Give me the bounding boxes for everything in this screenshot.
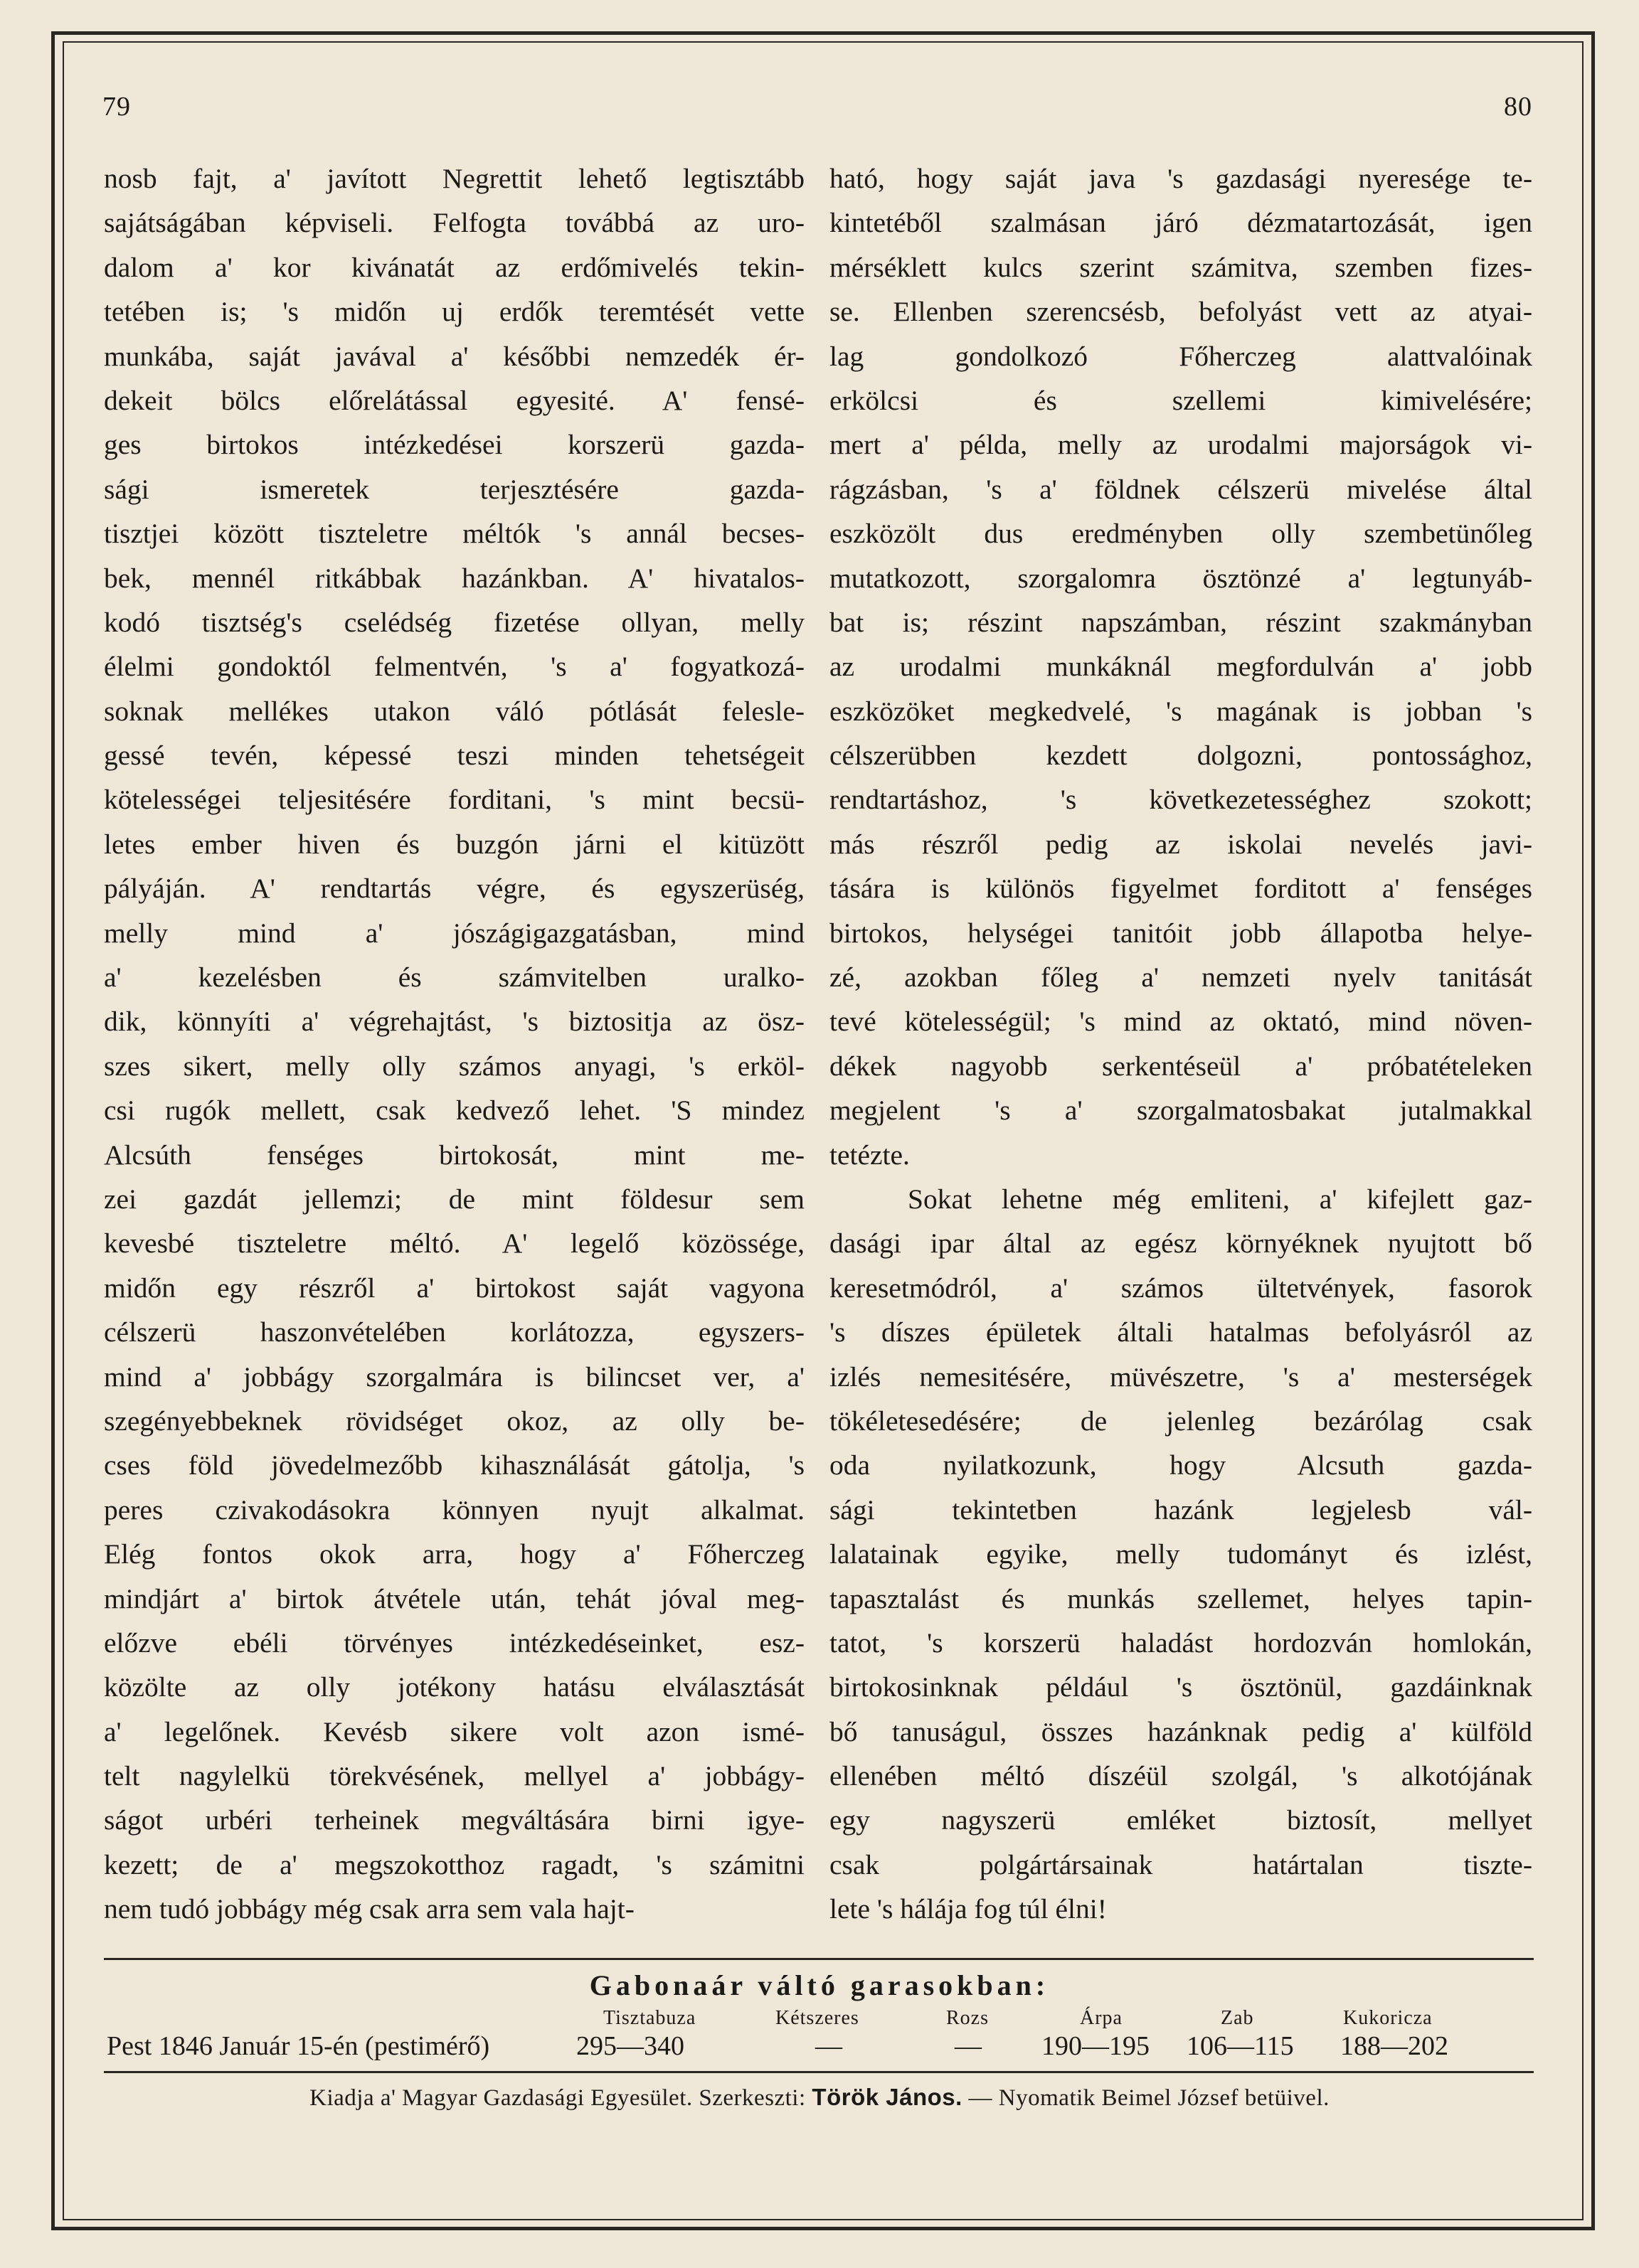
text-line: szes sikert, melly olly számos anyagi, 's erköl- — [104, 1050, 805, 1082]
text-line: birtokos, helységei tanitóit jobb állapotba helye- — [829, 917, 1532, 949]
text-line: zei gazdát jellemzi; de mint földesur sem — [104, 1183, 805, 1215]
text-line: ható, hogy saját java 's gazdasági nyeresége te- — [829, 163, 1532, 194]
text-line: birtokosinknak például 's ösztönül, gazdáinknak — [829, 1671, 1532, 1703]
text-line: más részről pedig az iskolai nevelés javi- — [829, 828, 1532, 860]
text-line: se. Ellenben szerencsésb, befolyást vett az atyai- — [829, 296, 1532, 328]
text-line: dasági ipar által az egész környéknek nyujtott bő — [829, 1228, 1532, 1260]
text-column-left — [104, 156, 805, 1932]
text-line: melly mind a' jószágigazgatásban, mind — [104, 917, 805, 949]
price-row-label: Pest 1846 Január 15-én (pestimérő) — [107, 2031, 490, 2061]
text-line: erkölcsi és szellemi kimivelésére; — [829, 384, 1532, 416]
text-line: 's díszes épületek általi hatalmas befolyásról az — [829, 1316, 1532, 1348]
text-line: élelmi gondoktól felmentvén, 's a' fogyatkozá- — [104, 651, 805, 683]
text-line: munkába, saját javával a' későbbi nemzedék ér- — [104, 340, 805, 372]
text-line: tisztjei között tiszteletre méltók 's annál becses- — [104, 518, 805, 550]
imprint-printer: — Nyomatik Beimel József betüivel. — [968, 2085, 1330, 2111]
text-line: izlés nemesitésére, müvészetre, 's a' mesterségek — [829, 1361, 1532, 1393]
text-line: kezett; de a' megszokotthoz ragadt, 's számitni — [104, 1848, 805, 1880]
text-line: keresetmódról, a' számos ültetvények, fasorok — [829, 1272, 1532, 1304]
text-line: sági tekintetben hazánk legjelesb vál- — [829, 1494, 1532, 1526]
text-line: rágzásban, 's a' földnek célszerü mivelése által — [829, 473, 1532, 505]
text-line: tására is különös figyelmet forditott a' fenséges — [829, 873, 1532, 905]
text-line: kodó tisztség's cselédség fizetése ollyan, melly — [104, 606, 805, 638]
text-line: mérséklett kulcs szerint számitva, szemben fizes- — [829, 251, 1532, 283]
text-line: a' kezelésben és számvitelben uralko- — [104, 962, 805, 994]
text-line: ságot urbéri terheinek megváltására birni igye- — [104, 1804, 805, 1836]
text-line: tatot, 's korszerü haladást hordozván homlokán, — [829, 1627, 1532, 1659]
price-value: 190—195 — [1041, 2031, 1150, 2061]
text-line: pályáján. A' rendtartás végre, és egyszerüség, — [104, 873, 805, 905]
text-line: dalom a' kor kivánatát az erdőmivelés tekin- — [104, 251, 805, 283]
text-line: bek, mennél ritkábbak hazánkban. A' hivatalos- — [104, 562, 805, 594]
text-line: dékek nagyobb serkentéseül a' próbatételeken — [829, 1050, 1532, 1082]
price-value: — — [955, 2031, 982, 2061]
text-line: mindjárt a' birtok átvétele után, tehát jóval meg- — [104, 1582, 805, 1614]
divider-top — [104, 1958, 1534, 1960]
text-line: Elég fontos okok arra, hogy a' Főherczeg — [104, 1538, 805, 1570]
text-line: Alcsúth fenséges birtokosát, mint me- — [104, 1139, 805, 1171]
text-line: nosb fajt, a' javított Negrettit lehető legtisztább — [104, 163, 805, 194]
text-line: lete 's hálája fog túl élni! — [829, 1893, 1107, 1925]
text-line: előzve ebéli törvényes intézkedéseinket, esz- — [104, 1627, 805, 1659]
text-line: csi rugók mellett, csak kedvező lehet. 'S mindez — [104, 1095, 805, 1127]
price-value: 295—340 — [576, 2031, 684, 2061]
price-value: 106—115 — [1187, 2031, 1294, 2061]
price-header: Árpa — [1080, 2007, 1123, 2029]
text-line: kevesbé tiszteletre méltó. A' legelő közössége, — [104, 1228, 805, 1260]
text-line: gessé tevén, képessé teszi minden tehetségeit — [104, 740, 805, 772]
text-line: célszerübben kezdett dolgozni, pontossághoz, — [829, 740, 1532, 772]
text-line: sági ismeretek terjesztésére gazda- — [104, 473, 805, 505]
text-line: sajátságában képviseli. Felfogta továbbá az uro- — [104, 207, 805, 239]
text-line: mert a' példa, melly az urodalmi majorságok vi- — [829, 429, 1532, 461]
text-line: dekeit bölcs előrelátással egyesité. A' fensé- — [104, 384, 805, 416]
text-line: közölte az olly jotékony hatásu elválasztását — [104, 1671, 805, 1703]
text-line: midőn egy részről a' birtokost saját vagyona — [104, 1272, 805, 1304]
text-line: bő tanuságul, összes hazánknak pedig a' külföld — [829, 1715, 1532, 1747]
text-line: eszközölt dus eredményben olly szembetünőleg — [829, 518, 1532, 550]
text-line: eszközöket megkedvelé, 's magának is jobban 's — [829, 695, 1532, 727]
page-number-left: 79 — [102, 92, 131, 122]
imprint-editor: Török János. — [812, 2084, 962, 2110]
text-line: szegényebbeknek rövidséget okoz, az olly be- — [104, 1405, 805, 1437]
text-line: tetézte. — [829, 1139, 910, 1171]
imprint-publisher: Kiadja a' Magyar Gazdasági Egyesület. Szerkeszti: — [309, 2085, 806, 2111]
text-line: nem tudó jobbágy még csak arra sem vala hajt- — [104, 1893, 635, 1925]
text-line: oda nyilatkozunk, hogy Alcsuth gazda- — [829, 1449, 1532, 1481]
text-line: csak polgártársainak határtalan tiszte- — [829, 1848, 1532, 1880]
text-line: soknak mellékes utakon váló pótlását felesle- — [104, 695, 805, 727]
imprint-line — [0, 2084, 1639, 2112]
price-value: — — [815, 2031, 842, 2061]
text-line: letes ember hiven és buzgón járni el kitüzött — [104, 828, 805, 860]
text-line: tetében is; 's midőn uj erdők teremtését vette — [104, 296, 805, 328]
text-line: kintetéből szalmásan járó dézmatartozását, igen — [829, 207, 1532, 239]
text-line: tökéletesedésére; de jelenleg bezárólag csak — [829, 1405, 1532, 1437]
divider-bottom — [104, 2071, 1534, 2073]
page-number-right: 80 — [1504, 92, 1532, 122]
price-header: Kétszeres — [775, 2007, 859, 2029]
text-line: dik, könnyíti a' végrehajtást, 's biztositja az ösz- — [104, 1006, 805, 1038]
text-line: tevé kötelességül; 's mind az oktató, mind növen- — [829, 1006, 1532, 1038]
text-line: kötelességei teljesitésére forditani, 's mint becsü- — [104, 784, 805, 816]
text-line: ellenében méltó díszéül szolgál, 's alkotójának — [829, 1760, 1532, 1792]
text-line: zé, azokban főleg a' nemzeti nyelv tanitását — [829, 962, 1532, 994]
price-header: Tisztabuza — [603, 2007, 696, 2029]
text-line: lag gondolkozó Főherczeg alattvalóinak — [829, 340, 1532, 372]
price-table-title: Gabonaár váltó garasokban: — [589, 1969, 1050, 2001]
text-line: mutatkozott, szorgalomra ösztönzé a' legtunyáb- — [829, 562, 1532, 594]
text-line: az urodalmi munkáknál megfordulván a' jobb — [829, 651, 1532, 683]
price-header: Rozs — [946, 2007, 989, 2029]
text-line: bat is; részint napszámban, részint szakmányban — [829, 606, 1532, 638]
text-line: ges birtokos intézkedései korszerü gazda- — [104, 429, 805, 461]
text-line: peres czivakodásokra könnyen nyujt alkalmat. — [104, 1494, 805, 1526]
text-line: egy nagyszerü emléket biztosít, mellyet — [829, 1804, 1532, 1836]
text-line: Sokat lehetne még emliteni, a' kifejlett gaz- — [908, 1183, 1532, 1215]
text-line: lalatainak egyike, melly tudományt és izlést, — [829, 1538, 1532, 1570]
text-line: a' legelőnek. Kevésb sikere volt azon ismé- — [104, 1715, 805, 1747]
text-line: tapasztalást és munkás szellemet, helyes tapin- — [829, 1582, 1532, 1614]
price-value: 188—202 — [1340, 2031, 1448, 2061]
text-line: megjelent 's a' szorgalmatosbakat jutalmakkal — [829, 1095, 1532, 1127]
text-line: cses föld jövedelmezőbb kihasználását gátolja, 's — [104, 1449, 805, 1481]
text-line: mind a' jobbágy szorgalmára is bilincset ver, a' — [104, 1361, 805, 1393]
price-header: Kukoricza — [1343, 2007, 1433, 2029]
price-header: Zab — [1221, 2007, 1254, 2029]
text-line: célszerü haszonvételében korlátozza, egyszers- — [104, 1316, 805, 1348]
text-column-right — [829, 156, 1532, 1932]
text-line: telt nagylelkü törekvésének, mellyel a' jobbágy- — [104, 1760, 805, 1792]
text-line: rendtartáshoz, 's következetességhez szokott; — [829, 784, 1532, 816]
